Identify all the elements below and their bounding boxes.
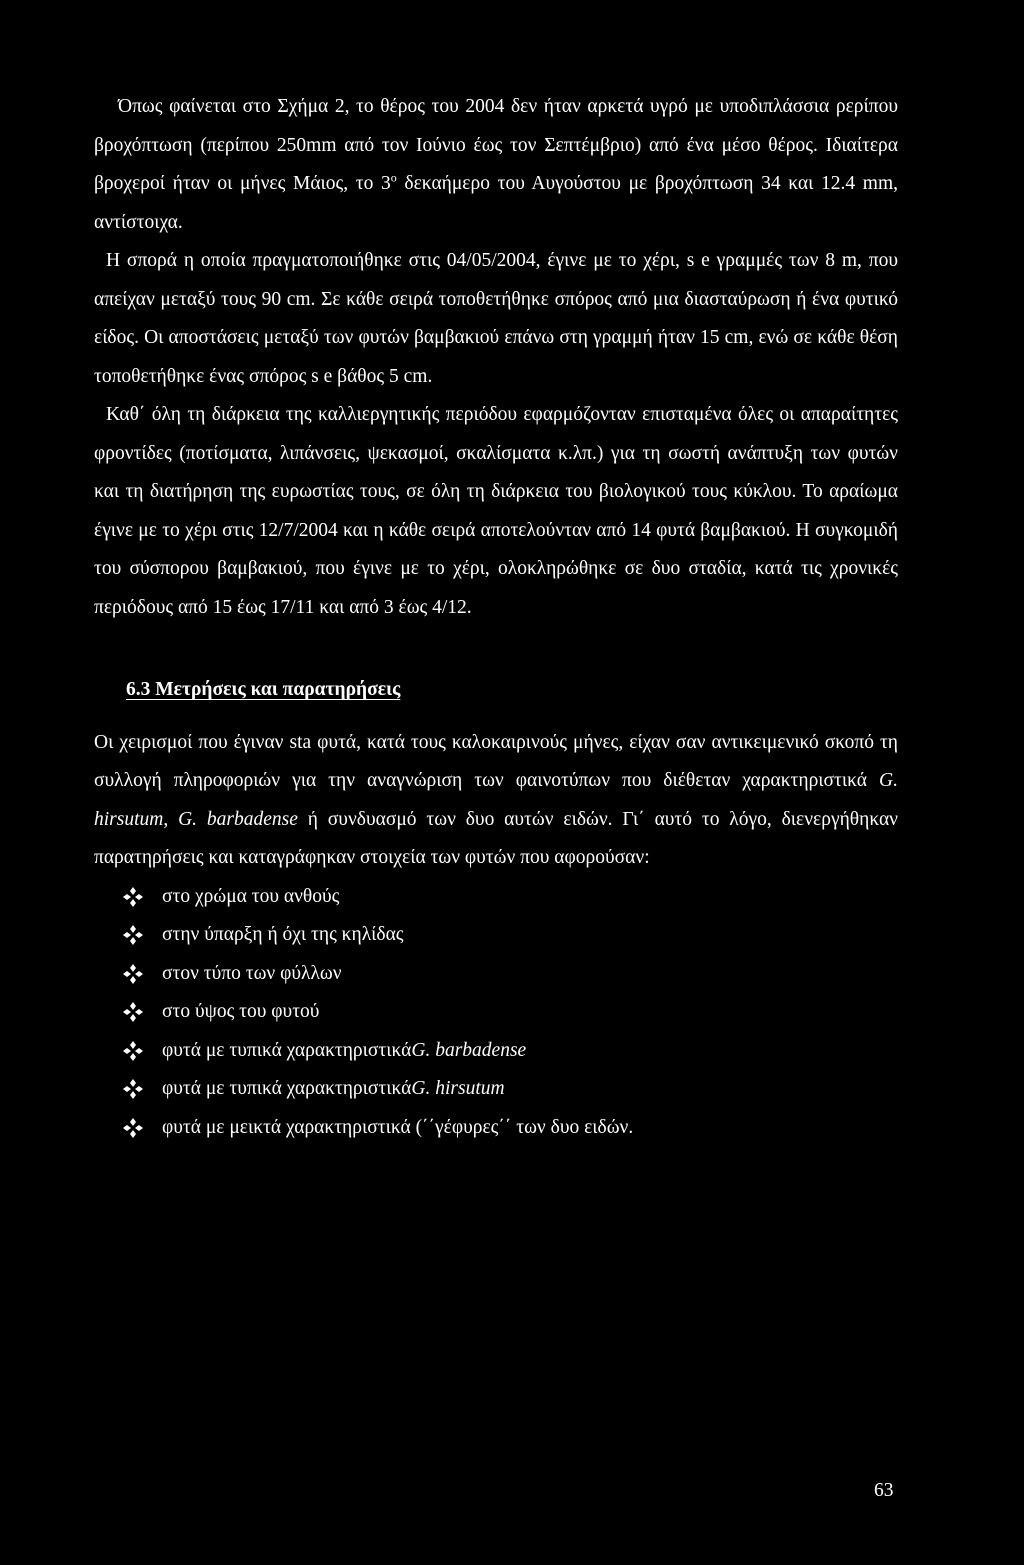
diamond-bullet-icon	[122, 1078, 144, 1100]
paragraph-rainfall: Όπως φαίνεται στο Σχήμα 2, το θέρος του 2004 δεν ήταν αρκετά υγρό με υποδιπλάσσια ρερίπου βροχόπτωση (περίπου 250mm από τον Ιούνιο έως τον Σεπτέμβριο) από ένα μέσο θέρος. Ιδιαίτερα βροχεροί ήταν οι μήνες Μάιος, το $3^o$ δεκαήμερο του Αυγούστου με βροχόπτωση 34 και 12.4 mm, αντίστοιχα.	[94, 96, 898, 233]
list-item: στο χρώμα του ανθούς	[94, 878, 898, 917]
diamond-bullet-icon	[122, 886, 144, 908]
paragraph-sowing: Η σπορά η οποία πραγματοποιήθηκε στις 04/05/2004, έγινε με το χέρι, s e γραμμές των 8 m, που απείχαν μεταξύ τους 90 cm. Σε κάθε σειρά τοποθετήθηκε σπόρος από μια διασταύρωση ή ένα φυτικό είδος. Οι αποστάσεις μεταξύ των φυτών βαμβακιού επάνω στη γραμμή ήταν 15 cm, ενώ σε κάθε θέση τοποθετήθηκε ένας σπόρος s e βάθος 5 cm.	[94, 250, 898, 387]
list-item: στο ύψος του φυτού	[94, 993, 898, 1032]
list-item: φυτά με τυπικά χαρακτηριστικά G. barbadense	[94, 1032, 898, 1071]
document-page	[94, 88, 898, 1147]
section-heading: 6.3 Μετρήσεις και παρατηρήσεις	[126, 679, 401, 700]
diamond-bullet-icon	[122, 924, 144, 946]
list-item: φυτά με μεικτά χαρακτηριστικά (΄΄γέφυρες΄΄ των δυο ειδών.	[94, 1109, 898, 1148]
observation-list	[94, 878, 898, 1148]
diamond-bullet-icon	[122, 1001, 144, 1023]
page-number: 63	[874, 1480, 894, 1501]
list-item: στην ύπαρξη ή όχι της κηλίδας	[94, 916, 898, 955]
diamond-bullet-icon	[122, 963, 144, 985]
list-item: φυτά με τυπικά χαρακτηριστικά G. hirsutum	[94, 1070, 898, 1109]
paragraph-cultivation: Καθ΄ όλη τη διάρκεια της καλλιεργητικής περιόδου εφαρμόζονταν επισταμένα όλες οι απαραίτητες φροντίδες (ποτίσματα, λιπάνσεις, ψεκασμοί, σκαλίσματα κ.λπ.) για τη σωστή ανάπτυξη των φυτών και τη διατήρηση της ευρωστίας τους, σε όλη τη διάρκεια του βιολογικού τους κύκλου. Το αραίωμα έγινε με το χέρι στις 12/7/2004 και η κάθε σειρά αποτελούνταν από 14 φυτά βαμβακιού. Η συγκομιδή του σύσπορου βαμβακιού, που έγινε με το χέρι, ολοκληρώθηκε σε δυο σταδία, κατά τις χρονικές περιόδους από 15 έως 17/11 και από 3 έως 4/12.	[94, 404, 898, 618]
diamond-bullet-icon	[122, 1040, 144, 1062]
paragraph-observations: Οι χειρισμοί που έγιναν sta φυτά, κατά τους καλοκαιρινούς μήνες, είχαν σαν αντικειμενικό σκοπό τη συλλογή πληροφοριών για την αναγνώριση των φαινοτύπων που διέθεταν χαρακτηριστικά G. hirsutum, G. barbadense ή συνδυασμό των δυο αυτών ειδών. Γι΄ αυτό το λόγο, διενεργήθηκαν παρατηρήσεις και καταγράφηκαν στοιχεία των φυτών που αφορούσαν:	[94, 731, 899, 868]
list-item: στον τύπο των φύλλων	[94, 955, 898, 994]
diamond-bullet-icon	[122, 1117, 144, 1139]
